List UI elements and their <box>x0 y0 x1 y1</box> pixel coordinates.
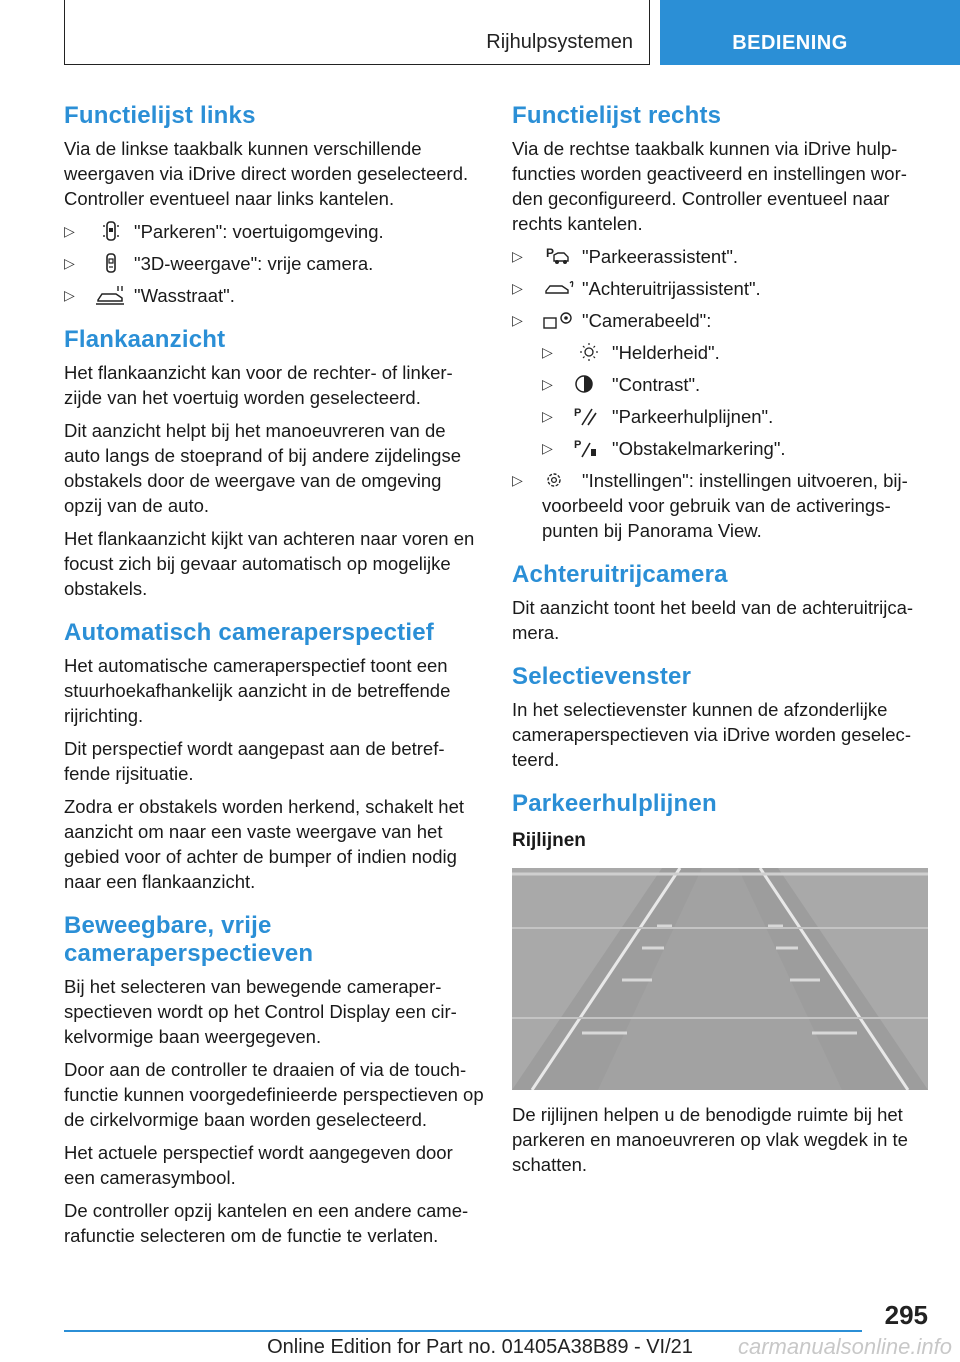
page-number: 295 <box>884 1300 928 1330</box>
list-item-text: "Helderheid". <box>612 342 720 363</box>
bullet-triangle-icon: ▷ <box>542 440 553 456</box>
list-item <box>64 219 484 244</box>
paragraph: Via de rechtse taakbalk kunnen via iDrive hulpfuncties worden geactiveerd en instellingen worden geconfigureerd. Controller eventueel naar rechts kantelen. <box>512 138 907 234</box>
paragraph: Bij het selecteren van bewegende cameraperspectieven wordt op het Control Display een cirkelvormige baan weergegeven. <box>64 976 457 1047</box>
list-item <box>64 283 484 308</box>
section-heading: Functielijst links <box>64 102 256 129</box>
list-item-text: "Obstakelmarkering". <box>612 438 786 459</box>
list-item-text: "Parkeerassistent". <box>582 246 739 267</box>
paragraph: Door aan de controller te draaien of via de touchfunctie kunnen voorgedefinieerde perspectieven op de cirkelvormige baan worden geselecteerd. <box>64 1059 484 1130</box>
section-functielijst-rechts <box>512 102 928 543</box>
list-item <box>512 308 928 333</box>
header-chapter-title: BEDIENING <box>732 32 848 54</box>
list-subitem <box>512 340 928 365</box>
section-heading: Automatisch cameraperspectief <box>64 619 434 646</box>
list-item-text: "Wasstraat". <box>134 285 235 306</box>
list-item <box>512 468 928 543</box>
car-top-view-icon <box>94 220 128 242</box>
section-achteruitrijcamera <box>512 561 928 645</box>
paragraph: Het flankaanzicht kijkt van achteren naar voren en focust zich bij gevaar automatisch op mogelijke obstakels. <box>64 528 475 599</box>
section-automatisch-cameraperspectief <box>64 619 484 894</box>
list-item-text: "Instellingen": instellingen uitvoeren, bijvoorbeeld voor gebruik van de activeringspunten bij Panorama View. <box>542 470 908 541</box>
left-column <box>64 102 484 1266</box>
footer-divider <box>64 1330 862 1332</box>
bullet-triangle-icon: ▷ <box>64 287 75 303</box>
section-heading: Achteruitrijcamera <box>512 561 728 588</box>
bullet-triangle-icon: ▷ <box>542 408 553 424</box>
paragraph: Zodra er obstakels worden herkend, schakelt het aanzicht om naar een vaste weergave van het gebied voor of achter de bumper of indien nodig naar een flankaanzicht. <box>64 796 465 892</box>
list-item-text: "Achteruitrijassistent". <box>582 278 761 299</box>
section-heading: Parkeerhulplijnen <box>512 790 717 817</box>
bullet-triangle-icon: ▷ <box>512 472 523 488</box>
section-beweegbare-cameraperspectieven <box>64 912 484 1248</box>
svg-text:P: P <box>546 246 555 260</box>
subsection-heading: Rijlijnen <box>512 830 586 851</box>
section-heading: Beweegbare, vrije cameraperspectieven <box>64 912 314 967</box>
obstacle-marking-icon <box>572 437 606 459</box>
parking-lines-icon <box>572 405 606 427</box>
list-item-text: "Parkeerhulplijnen". <box>612 406 774 427</box>
list-item <box>512 244 928 269</box>
bullet-triangle-icon: ▷ <box>542 344 553 360</box>
paragraph: Dit perspectief wordt aangepast aan de betreffende rijsituatie. <box>64 738 445 784</box>
function-list <box>512 244 928 543</box>
contrast-icon <box>572 373 606 395</box>
bullet-triangle-icon: ▷ <box>542 376 553 392</box>
header-section-box <box>64 0 650 65</box>
list-item-text: "Contrast". <box>612 374 701 395</box>
car-wash-icon <box>94 284 128 306</box>
brightness-icon <box>572 341 606 363</box>
section-flankaanzicht <box>64 326 484 601</box>
list-item-text: "Camerabeeld": <box>582 310 712 331</box>
camera-settings-icon <box>542 309 576 331</box>
gear-icon <box>542 469 576 491</box>
park-assist-icon <box>542 245 576 267</box>
bullet-triangle-icon: ▷ <box>512 248 523 264</box>
bullet-triangle-icon: ▷ <box>512 280 523 296</box>
paragraph: Het automatische cameraperspectief toont een stuurhoekafhankelijk aanzicht in de betreffende rijrichting. <box>64 655 451 726</box>
svg-text:P: P <box>574 407 582 419</box>
paragraph: De controller opzij kantelen en een andere camerafunctie selecteren om de functie te verlaten. <box>64 1200 469 1246</box>
right-column <box>512 102 928 1195</box>
bullet-triangle-icon: ▷ <box>64 223 75 239</box>
reverse-assist-icon <box>542 277 576 299</box>
list-subitem <box>512 372 928 397</box>
section-parkeerhulplijnen <box>512 790 928 1177</box>
bullet-triangle-icon: ▷ <box>64 255 75 271</box>
section-heading: Selectievenster <box>512 663 692 690</box>
section-functielijst-links <box>64 102 484 308</box>
paragraph: Dit aanzicht helpt bij het manoeuvreren van de auto langs de stoeprand of bij andere zijdelingse obstakels door de weergave van de omgeving opzij van de auto. <box>64 420 462 516</box>
svg-text:P: P <box>574 439 582 451</box>
car-3d-view-icon <box>94 252 128 274</box>
list-subitem <box>512 436 928 461</box>
paragraph: Via de linkse taakbalk kunnen verschillende weergaven via iDrive direct worden geselecteerd. Controller eventueel naar links kantelen. <box>64 138 469 209</box>
section-heading: Flankaanzicht <box>64 326 226 353</box>
list-item <box>64 251 484 276</box>
function-list <box>64 219 484 308</box>
header-section-title: Rijhulpsystemen <box>486 31 633 53</box>
bullet-triangle-icon: ▷ <box>512 312 523 328</box>
driving-lines-illustration <box>512 868 928 1090</box>
paragraph: Het actuele perspectief wordt aangegeven door een camerasymbool. <box>64 1142 453 1188</box>
list-subitem <box>512 404 928 429</box>
paragraph: Het flankaanzicht kan voor de rechter- of linkerzijde van het voertuig worden geselecteerd. <box>64 362 453 408</box>
list-item-text: "Parkeren": voertuigomgeving. <box>134 221 384 242</box>
header-chapter-tab <box>660 0 960 65</box>
paragraph: Dit aanzicht toont het beeld van de achteruitrijcamera. <box>512 597 914 643</box>
list-item <box>512 276 928 301</box>
section-heading: Functielijst rechts <box>512 102 722 129</box>
section-selectievenster <box>512 663 928 772</box>
watermark: carmanualsonline.info <box>737 1334 952 1359</box>
paragraph: In het selectievenster kunnen de afzonderlijke cameraperspectieven via iDrive worden geselecteerd. <box>512 699 911 770</box>
paragraph: De rijlijnen helpen u de benodigde ruimte bij het parkeren en manoeuvreren op vlak wegdek in te schatten. <box>512 1104 908 1175</box>
footer-edition: Online Edition for Part no. 01405A38B89 - VI/21 <box>267 1336 693 1358</box>
list-item-text: "3D-weergave": vrije camera. <box>134 253 374 274</box>
